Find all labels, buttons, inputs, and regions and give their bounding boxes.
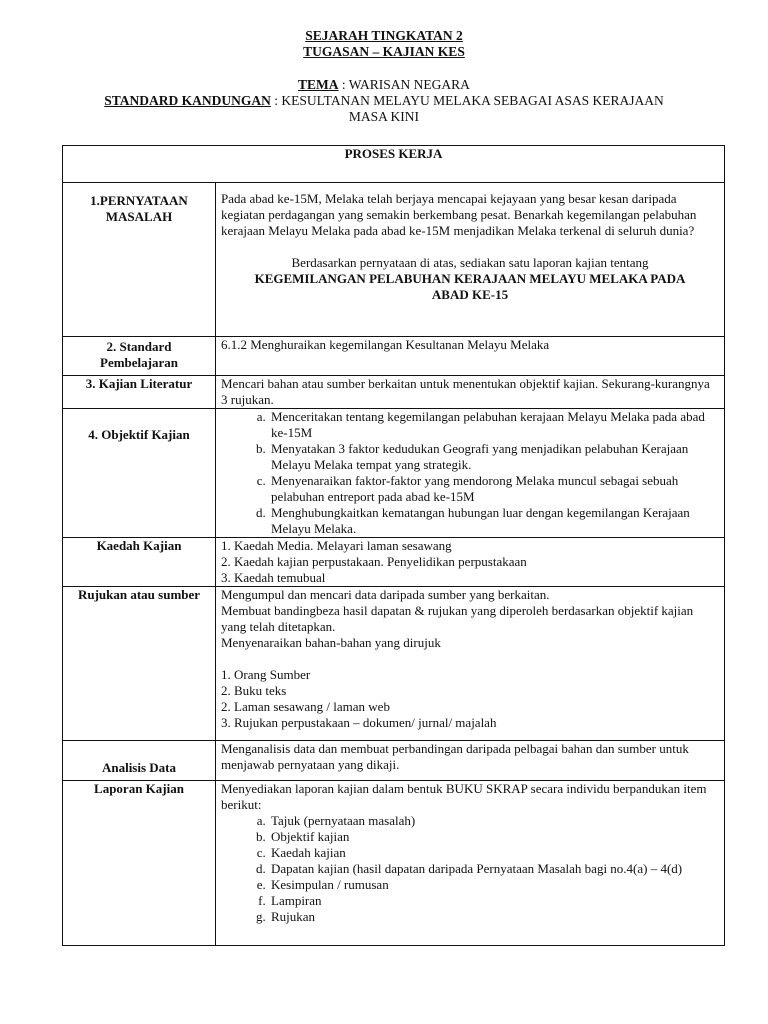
pernyataan-instruction: Berdasarkan pernyataan di atas, sediakan satu laporan kajian tentang <box>291 255 649 270</box>
list-item: 3. Rujukan perpustakaan – dokumen/ jurnal/ majalah <box>221 715 497 730</box>
standard-kandungan-value-cont: MASA KINI <box>348 109 420 124</box>
pernyataan-label <box>63 183 216 337</box>
pernyataan-topic-2: ABAD KE-15 <box>431 287 509 302</box>
list-item: 1. Kaedah Media. Melayari laman sesawang <box>221 538 452 553</box>
list-item: b. Menyatakan 3 faktor kedudukan Geografi yang menjadikan pelabuhan Kerajaan Melayu Melaka tempat yang strategik. <box>269 441 719 473</box>
rujukan-content <box>216 587 725 741</box>
standard-kandungan-line <box>0 93 768 109</box>
list-item: a. Menceritakan tentang kegemilangan pelabuhan kerajaan Melayu Melaka pada abad ke-15M <box>269 409 719 441</box>
list-item: 3. Kaedah temubual <box>221 570 326 585</box>
analisis-label: Analisis Data <box>63 741 216 781</box>
literatur-label: 3. Kajian Literatur <box>63 376 216 409</box>
pernyataan-label-1: 1.PERNYATAAN <box>90 193 188 208</box>
list-item: c. Kaedah kajian <box>269 845 719 861</box>
objektif-list <box>221 409 719 537</box>
tema-line <box>0 77 768 93</box>
literatur-row <box>63 376 725 409</box>
objektif-label: 4. Objektif Kajian <box>63 409 216 538</box>
proses-kerja-table <box>62 145 725 946</box>
pernyataan-label-2: MASALAH <box>105 209 173 224</box>
analisis-text: Menganalisis data dan membuat perbandingan daripada pelbagai bahan dan sumber untuk menjawab pernyataan yang dikaji. <box>216 741 725 781</box>
kaedah-content <box>216 538 725 587</box>
list-item: c. Menyenaraikan faktor-faktor yang mendorong Melaka muncul sebagai sebuah pelabuhan entreport pada abad ke-15M <box>269 473 719 505</box>
objektif-row <box>63 409 725 538</box>
list-item: d. Menghubungkaitkan kematangan hubungan luar dengan kegemilangan Kerajaan Melayu Melaka. <box>269 505 719 537</box>
standard-label-2: Pembelajaran <box>100 355 178 370</box>
standard-label <box>63 337 216 376</box>
tema-label: TEMA <box>298 77 339 92</box>
literatur-text: Mencari bahan atau sumber berkaitan untuk menentukan objektif kajian. Sekurang-kurangnya 3 rujukan. <box>216 376 725 409</box>
standard-label-1: 2. Standard <box>106 339 172 354</box>
objektif-content <box>216 409 725 538</box>
list-item: a. Tajuk (pernyataan masalah) <box>269 813 719 829</box>
list-item: g. Rujukan <box>269 909 719 925</box>
tema-value: : WARISAN NEGARA <box>338 77 470 92</box>
list-item: 2. Laman sesawang / laman web <box>221 699 390 714</box>
rujukan-line-2: Membuat bandingbeza hasil dapatan & rujukan yang diperoleh berdasarkan objektif kajian yang telah ditetapkan. <box>221 603 694 634</box>
list-item: f. Lampiran <box>269 893 719 909</box>
document-title: SEJARAH TINGKATAN 2 <box>305 28 463 43</box>
analisis-row <box>63 741 725 781</box>
list-item: b. Objektif kajian <box>269 829 719 845</box>
laporan-row <box>63 781 725 946</box>
standard-kandungan-value: : KESULTANAN MELAYU MELAKA SEBAGAI ASAS KERAJAAN <box>270 93 664 108</box>
laporan-text: Menyediakan laporan kajian dalam bentuk BUKU SKRAP secara individu berpandukan item berikut: <box>221 781 707 812</box>
laporan-content <box>216 781 725 946</box>
kaedah-label: Kaedah Kajian <box>63 538 216 587</box>
list-item: e. Kesimpulan / rumusan <box>269 877 719 893</box>
list-item: 1. Orang Sumber <box>221 667 311 682</box>
table-title-row <box>63 146 725 183</box>
kaedah-row <box>63 538 725 587</box>
standard-row <box>63 337 725 376</box>
rujukan-line-1: Mengumpul dan mencari data daripada sumber yang berkaitan. <box>221 587 550 602</box>
list-item: 2. Buku teks <box>221 683 287 698</box>
pernyataan-topic-1: KEGEMILANGAN PELABUHAN KERAJAAN MELAYU MELAKA PADA <box>254 271 686 286</box>
table-title: PROSES KERJA <box>63 146 725 183</box>
laporan-list <box>221 813 719 925</box>
list-item: 2. Kaedah kajian perpustakaan. Penyelidikan perpustakaan <box>221 554 527 569</box>
standard-kandungan-label: STANDARD KANDUNGAN <box>104 93 271 108</box>
pernyataan-content <box>216 183 725 337</box>
rujukan-row <box>63 587 725 741</box>
pernyataan-text: Pada abad ke-15M, Melaka telah berjaya mencapai kejayaan yang besar kesan daripada kegiatan perdagangan yang semakin berkembang pesat. Benarkah kegemilangan pelabuhan kerajaan Melayu Melaka pada abad ke-15M menjadikan Melaka terkenal di seluruh dunia? <box>221 191 697 238</box>
standard-text: 6.1.2 Menghuraikan kegemilangan Kesultanan Melayu Melaka <box>216 337 725 376</box>
rujukan-line-3: Menyenaraikan bahan-bahan yang dirujuk <box>221 635 441 650</box>
laporan-label: Laporan Kajian <box>63 781 216 946</box>
document-subtitle: TUGASAN – KAJIAN KES <box>303 44 465 59</box>
rujukan-list <box>221 667 719 731</box>
list-item: d. Dapatan kajian (hasil dapatan daripada Pernyataan Masalah bagi no.4(a) – 4(d) <box>269 861 719 877</box>
rujukan-label: Rujukan atau sumber <box>63 587 216 741</box>
pernyataan-row <box>63 183 725 337</box>
